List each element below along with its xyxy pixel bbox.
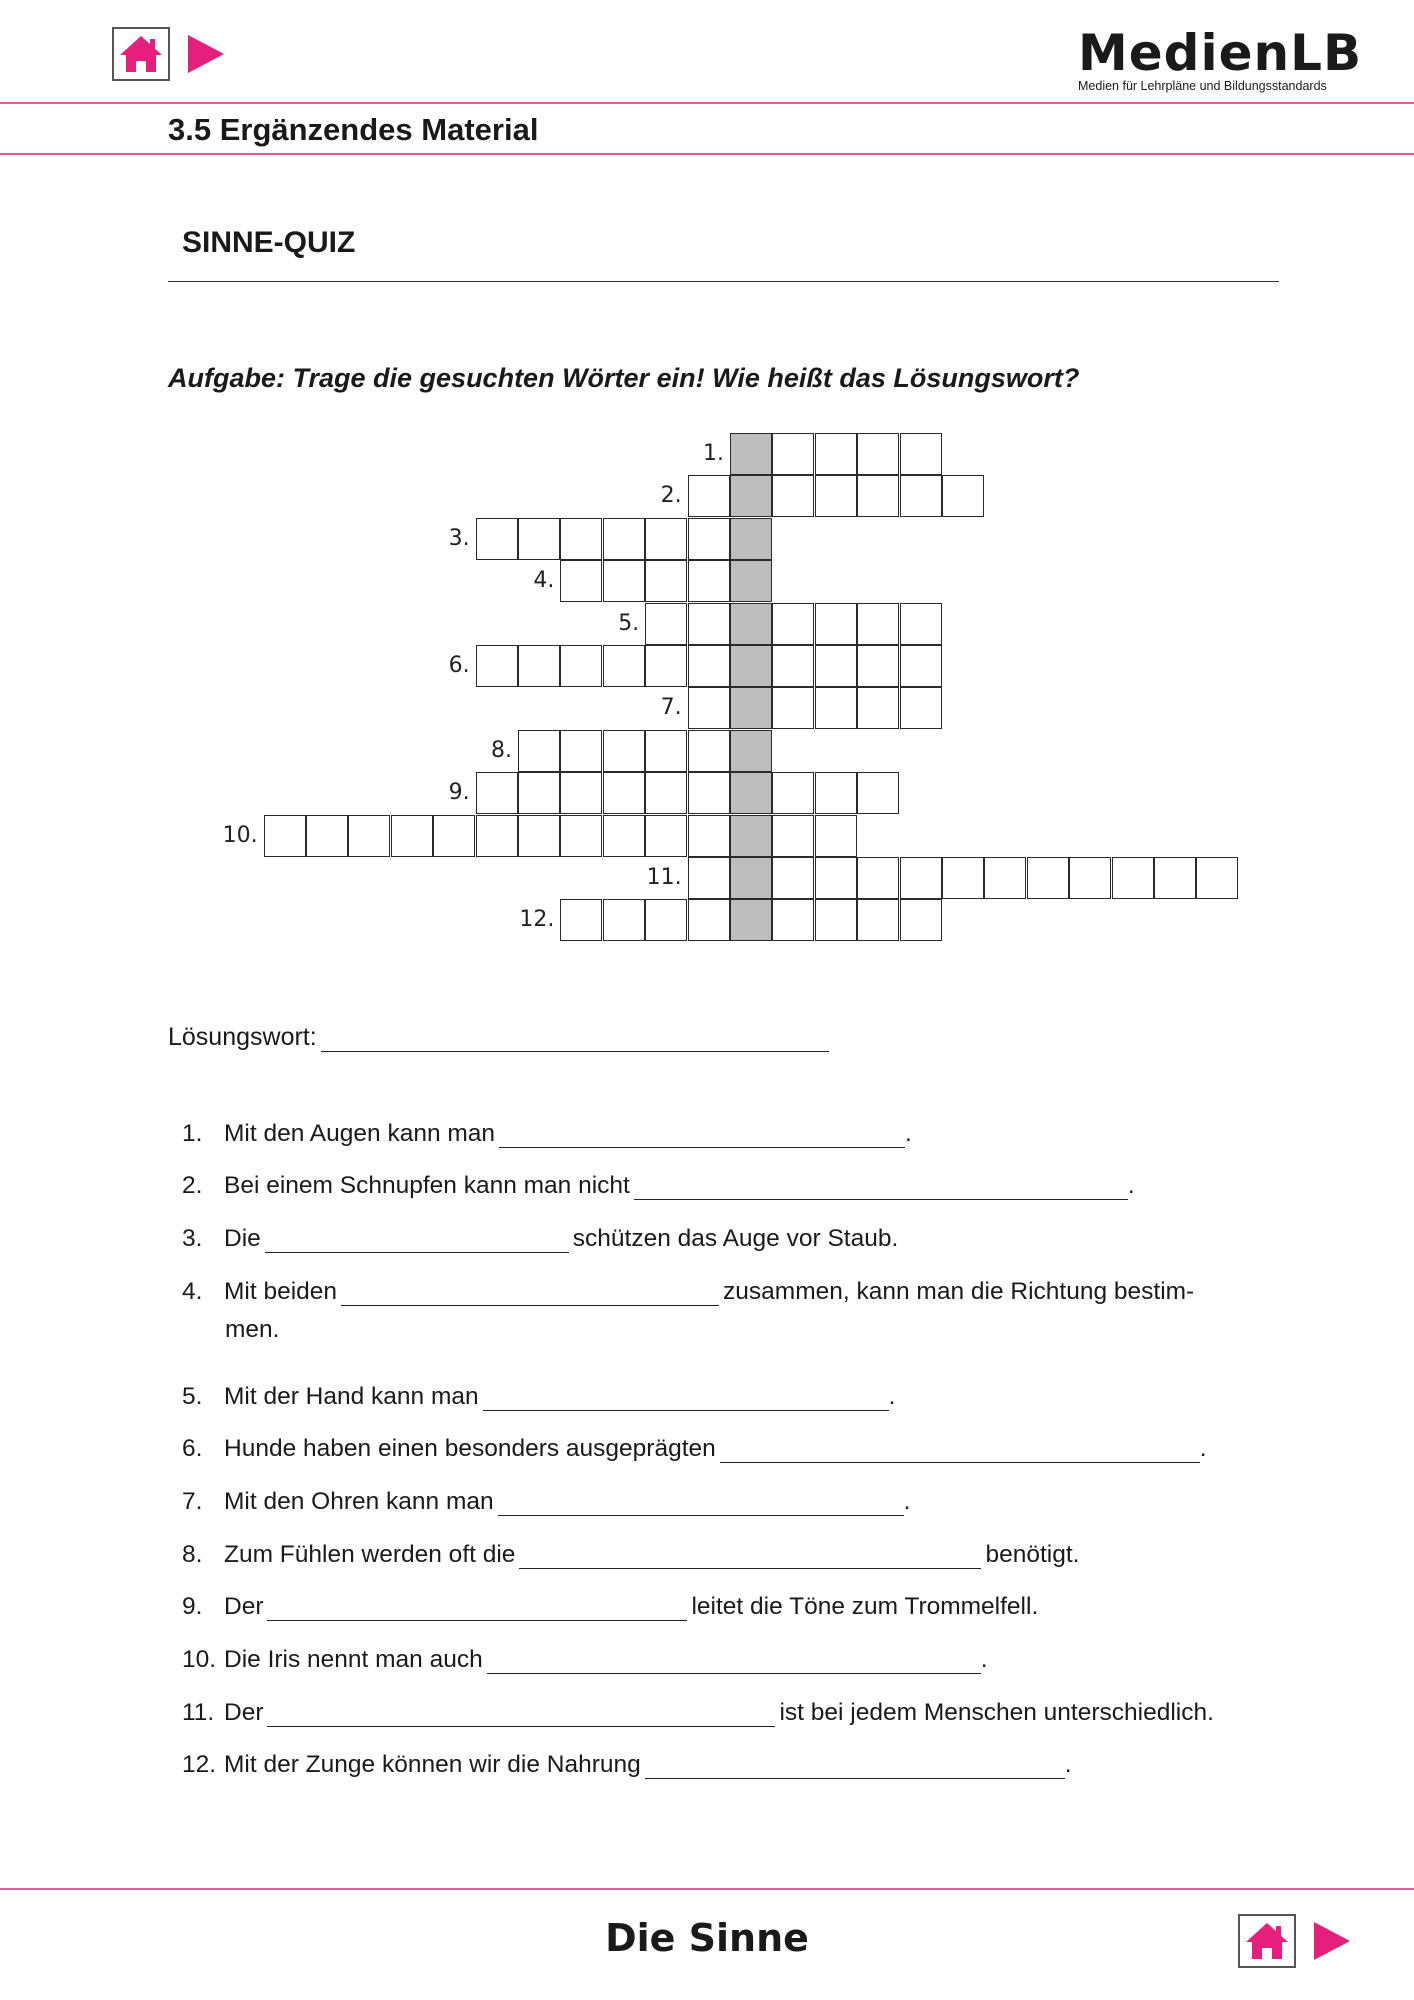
home-button-bottom[interactable] bbox=[1238, 1914, 1296, 1968]
crossword-cell[interactable] bbox=[603, 899, 645, 941]
clue-text-after: . bbox=[1127, 1172, 1135, 1199]
logo-tagline: Medien für Lehrpläne und Bildungsstandards bbox=[1078, 79, 1327, 93]
crossword-cell[interactable] bbox=[645, 603, 687, 645]
clue-text-after: leitet die Töne zum Trommelfell. bbox=[691, 1593, 1039, 1620]
crossword-cell[interactable] bbox=[306, 815, 348, 857]
crossword-cell[interactable] bbox=[815, 687, 857, 729]
footer-line bbox=[0, 1888, 1414, 1890]
crossword-row-number: 11. bbox=[646, 865, 682, 890]
crossword-row-number: 5. bbox=[618, 610, 640, 636]
crossword-row-number: 2. bbox=[660, 483, 682, 509]
clue-number: 7. bbox=[182, 1488, 203, 1515]
crossword-cell[interactable] bbox=[1154, 857, 1196, 899]
clue-item bbox=[182, 1120, 912, 1148]
answer-blank[interactable] bbox=[634, 1177, 1128, 1200]
clue-item bbox=[182, 1435, 1207, 1463]
crossword-cell[interactable] bbox=[688, 518, 730, 560]
clue-text-after: . bbox=[888, 1383, 896, 1410]
solution-cell[interactable] bbox=[730, 645, 772, 687]
home-icon bbox=[118, 34, 164, 74]
clue-text-before: Mit der Hand kann man bbox=[224, 1383, 479, 1410]
clue-item bbox=[182, 1646, 988, 1674]
crossword-row-number: 9. bbox=[448, 780, 470, 806]
crossword-cell[interactable] bbox=[560, 518, 602, 560]
crossword-cell[interactable] bbox=[772, 772, 814, 814]
crossword-cell[interactable] bbox=[772, 687, 814, 729]
clue-text-before: Mit den Augen kann man bbox=[224, 1120, 496, 1147]
home-icon bbox=[1244, 1921, 1290, 1961]
title-divider bbox=[168, 281, 1279, 282]
answer-blank[interactable] bbox=[265, 1230, 569, 1253]
home-button[interactable] bbox=[112, 27, 170, 81]
crossword-cell[interactable] bbox=[815, 899, 857, 941]
crossword-cell[interactable] bbox=[476, 815, 518, 857]
crossword-cell[interactable] bbox=[645, 772, 687, 814]
crossword-cell[interactable] bbox=[900, 603, 942, 645]
medienlb-logo bbox=[1078, 24, 1378, 93]
answer-blank[interactable] bbox=[498, 1493, 904, 1516]
clue-text-before: Mit den Ohren kann man bbox=[224, 1488, 494, 1515]
crossword-cell[interactable] bbox=[688, 772, 730, 814]
clue-text-before: Bei einem Schnupfen kann man nicht bbox=[224, 1172, 630, 1199]
clue-text-after: . bbox=[1199, 1435, 1207, 1462]
crossword-cell[interactable] bbox=[900, 857, 942, 899]
clue-item bbox=[182, 1593, 1038, 1621]
solution-label: Lösungswort: bbox=[168, 1023, 317, 1051]
crossword-cell[interactable] bbox=[815, 433, 857, 475]
crossword-cell[interactable] bbox=[264, 815, 306, 857]
crossword-cell[interactable] bbox=[518, 730, 560, 772]
crossword-row-number: 7. bbox=[660, 695, 682, 721]
crossword-cell[interactable] bbox=[857, 899, 899, 941]
crossword-cell[interactable] bbox=[688, 560, 730, 602]
crossword-row-number: 8. bbox=[491, 737, 512, 763]
crossword-cell[interactable] bbox=[688, 815, 730, 857]
solution-cell[interactable] bbox=[730, 603, 772, 645]
crossword-cell[interactable] bbox=[603, 560, 645, 602]
crossword-cell[interactable] bbox=[857, 772, 899, 814]
solution-cell[interactable] bbox=[730, 560, 772, 602]
crossword-cell[interactable] bbox=[772, 475, 814, 517]
crossword-cell[interactable] bbox=[1069, 857, 1111, 899]
crossword-cell[interactable] bbox=[772, 645, 814, 687]
crossword-cell[interactable] bbox=[815, 475, 857, 517]
clue-number: 8. bbox=[182, 1541, 203, 1568]
clue-item bbox=[182, 1488, 910, 1516]
crossword-cell[interactable] bbox=[645, 560, 687, 602]
triangle-right-icon bbox=[188, 35, 224, 73]
clue-number: 9. bbox=[182, 1593, 203, 1620]
solution-cell[interactable] bbox=[730, 433, 772, 475]
answer-blank[interactable] bbox=[341, 1283, 719, 1306]
answer-blank[interactable] bbox=[267, 1704, 775, 1727]
answer-blank[interactable] bbox=[645, 1756, 1065, 1779]
solution-cell[interactable] bbox=[730, 730, 772, 772]
header-bottom-line bbox=[0, 153, 1414, 155]
next-page-button-bottom[interactable] bbox=[1312, 1920, 1352, 1962]
clue-text-after: schützen das Auge vor Staub. bbox=[572, 1225, 899, 1252]
crossword-row-number: 6. bbox=[448, 653, 470, 678]
crossword-cell[interactable] bbox=[348, 815, 390, 857]
crossword-cell[interactable] bbox=[1196, 857, 1238, 899]
clue-text-after: . bbox=[1064, 1751, 1072, 1778]
crossword-cell[interactable] bbox=[772, 857, 814, 899]
clue-item bbox=[182, 1225, 898, 1253]
crossword-cell[interactable] bbox=[560, 899, 602, 941]
crossword-cell[interactable] bbox=[857, 857, 899, 899]
crossword-cell[interactable] bbox=[815, 645, 857, 687]
crossword-row-number: 3. bbox=[448, 525, 470, 551]
clue-number: 12. bbox=[182, 1751, 217, 1778]
crossword-cell[interactable] bbox=[815, 815, 857, 857]
crossword-cell[interactable] bbox=[476, 772, 518, 814]
crossword-cell[interactable] bbox=[518, 518, 560, 560]
clue-text-before: Mit beiden bbox=[224, 1278, 338, 1305]
clue-number: 2. bbox=[182, 1172, 203, 1199]
bottom-navigation bbox=[1238, 1914, 1352, 1968]
task-instruction: Aufgabe: Trage die gesuchten Wörter ein! Wie heißt das Lösungswort? bbox=[168, 363, 1080, 393]
clue-item bbox=[182, 1751, 1072, 1779]
crossword-cell[interactable] bbox=[645, 730, 687, 772]
crossword-cell[interactable] bbox=[476, 645, 518, 687]
footer-title: Die Sinne bbox=[605, 1916, 809, 1960]
crossword-cell[interactable] bbox=[391, 815, 433, 857]
crossword-cell[interactable] bbox=[984, 857, 1026, 899]
crossword-cell[interactable] bbox=[688, 687, 730, 729]
solution-cell[interactable] bbox=[730, 899, 772, 941]
solution-blank[interactable] bbox=[321, 1029, 829, 1052]
clue-text-before: Der bbox=[224, 1699, 264, 1726]
crossword-cell[interactable] bbox=[857, 475, 899, 517]
crossword-cell[interactable] bbox=[688, 857, 730, 899]
clue-text-after: . bbox=[905, 1120, 912, 1147]
clue-item bbox=[182, 1278, 1195, 1343]
clue-text-before: Die Iris nennt man auch bbox=[224, 1646, 483, 1673]
clue-text-after: . bbox=[980, 1646, 988, 1673]
solution-cell[interactable] bbox=[730, 815, 772, 857]
crossword-cell[interactable] bbox=[688, 899, 730, 941]
clue-text-before: Die bbox=[224, 1225, 261, 1252]
crossword-cell[interactable] bbox=[688, 603, 730, 645]
crossword-cell[interactable] bbox=[900, 433, 942, 475]
clue-number: 10. bbox=[182, 1646, 217, 1673]
answer-blank[interactable] bbox=[519, 1546, 981, 1569]
clue-text-before: Mit der Zunge können wir die Nahrung bbox=[224, 1751, 641, 1778]
solution-cell[interactable] bbox=[730, 857, 772, 899]
solution-cell[interactable] bbox=[730, 475, 772, 517]
crossword-cell[interactable] bbox=[560, 560, 602, 602]
section-title: 3.5 Ergänzendes Material bbox=[168, 112, 539, 147]
crossword-cell[interactable] bbox=[1112, 857, 1154, 899]
crossword-cell[interactable] bbox=[857, 687, 899, 729]
crossword-cell[interactable] bbox=[560, 815, 602, 857]
crossword-cell[interactable] bbox=[645, 518, 687, 560]
solution-cell[interactable] bbox=[730, 687, 772, 729]
clue-item bbox=[182, 1172, 1135, 1200]
header-top-line bbox=[0, 102, 1414, 104]
clue-number: 4. bbox=[182, 1278, 203, 1305]
crossword-cell[interactable] bbox=[645, 815, 687, 857]
clue-number: 1. bbox=[182, 1120, 203, 1147]
clue-text-continuation: men. bbox=[225, 1316, 280, 1343]
crossword-cell[interactable] bbox=[603, 645, 645, 687]
crossword-cell[interactable] bbox=[900, 475, 942, 517]
answer-blank[interactable] bbox=[483, 1388, 889, 1411]
crossword-cell[interactable] bbox=[772, 899, 814, 941]
clue-item bbox=[182, 1699, 1214, 1727]
next-page-button[interactable] bbox=[186, 33, 226, 75]
clue-text-after: benötigt. bbox=[985, 1541, 1080, 1568]
logo-wordmark: MedienLB bbox=[1078, 24, 1363, 82]
top-navigation bbox=[112, 27, 226, 81]
crossword-cell[interactable] bbox=[772, 815, 814, 857]
solution-cell[interactable] bbox=[730, 772, 772, 814]
crossword-cell[interactable] bbox=[1027, 857, 1069, 899]
crossword-cell[interactable] bbox=[942, 857, 984, 899]
crossword-cell[interactable] bbox=[688, 730, 730, 772]
clue-text-before: Hunde haben einen besonders ausgeprägten bbox=[224, 1435, 716, 1462]
crossword-cell[interactable] bbox=[772, 433, 814, 475]
crossword-cell[interactable] bbox=[772, 603, 814, 645]
clue-text-before: Der bbox=[224, 1593, 264, 1620]
crossword-cell[interactable] bbox=[433, 815, 475, 857]
crossword-cell[interactable] bbox=[560, 730, 602, 772]
crossword-cell[interactable] bbox=[900, 687, 942, 729]
crossword-row-number: 10. bbox=[222, 822, 258, 848]
crossword-row-number: 4. bbox=[533, 568, 555, 594]
clue-number: 6. bbox=[182, 1435, 203, 1462]
crossword-cell[interactable] bbox=[688, 475, 730, 517]
crossword-cell[interactable] bbox=[815, 772, 857, 814]
quiz-title: SINNE-QUIZ bbox=[182, 226, 356, 259]
crossword-cell[interactable] bbox=[603, 772, 645, 814]
crossword-cell[interactable] bbox=[603, 518, 645, 560]
crossword-cell[interactable] bbox=[560, 645, 602, 687]
clue-text-after: zusammen, kann man die Richtung bestim- bbox=[723, 1278, 1195, 1305]
crossword-cell[interactable] bbox=[518, 772, 560, 814]
crossword-cell[interactable] bbox=[857, 603, 899, 645]
crossword-cell[interactable] bbox=[560, 772, 602, 814]
crossword-cell[interactable] bbox=[815, 857, 857, 899]
clue-text-after: . bbox=[903, 1488, 911, 1515]
crossword-cell[interactable] bbox=[900, 645, 942, 687]
crossword-cell[interactable] bbox=[603, 815, 645, 857]
crossword-cell[interactable] bbox=[518, 645, 560, 687]
clue-item bbox=[182, 1383, 895, 1411]
crossword-row-number: 1. bbox=[703, 441, 724, 466]
crossword-cell[interactable] bbox=[815, 603, 857, 645]
solution-word-line bbox=[168, 1023, 833, 1052]
crossword-cell[interactable] bbox=[942, 475, 984, 517]
crossword-cell[interactable] bbox=[900, 899, 942, 941]
crossword-row-number: 12. bbox=[519, 907, 555, 933]
answer-blank[interactable] bbox=[487, 1651, 981, 1674]
clue-number: 11. bbox=[182, 1699, 215, 1726]
crossword-cell[interactable] bbox=[518, 815, 560, 857]
crossword-cell[interactable] bbox=[857, 433, 899, 475]
clue-text-after: ist bei jedem Menschen unterschiedlich. bbox=[779, 1699, 1214, 1726]
clue-text-before: Zum Fühlen werden oft die bbox=[224, 1541, 516, 1568]
clue-number: 3. bbox=[182, 1225, 203, 1252]
clue-item bbox=[182, 1541, 1079, 1569]
solution-cell[interactable] bbox=[730, 518, 772, 560]
answer-blank[interactable] bbox=[499, 1125, 905, 1148]
crossword-cell[interactable] bbox=[645, 899, 687, 941]
answer-blank[interactable] bbox=[720, 1440, 1200, 1463]
crossword-cell[interactable] bbox=[603, 730, 645, 772]
crossword-cell[interactable] bbox=[476, 518, 518, 560]
triangle-right-icon bbox=[1314, 1922, 1350, 1960]
crossword-cell[interactable] bbox=[688, 645, 730, 687]
answer-blank[interactable] bbox=[267, 1598, 687, 1621]
crossword-cell[interactable] bbox=[857, 645, 899, 687]
crossword-cell[interactable] bbox=[645, 645, 687, 687]
clue-number: 5. bbox=[182, 1383, 203, 1410]
